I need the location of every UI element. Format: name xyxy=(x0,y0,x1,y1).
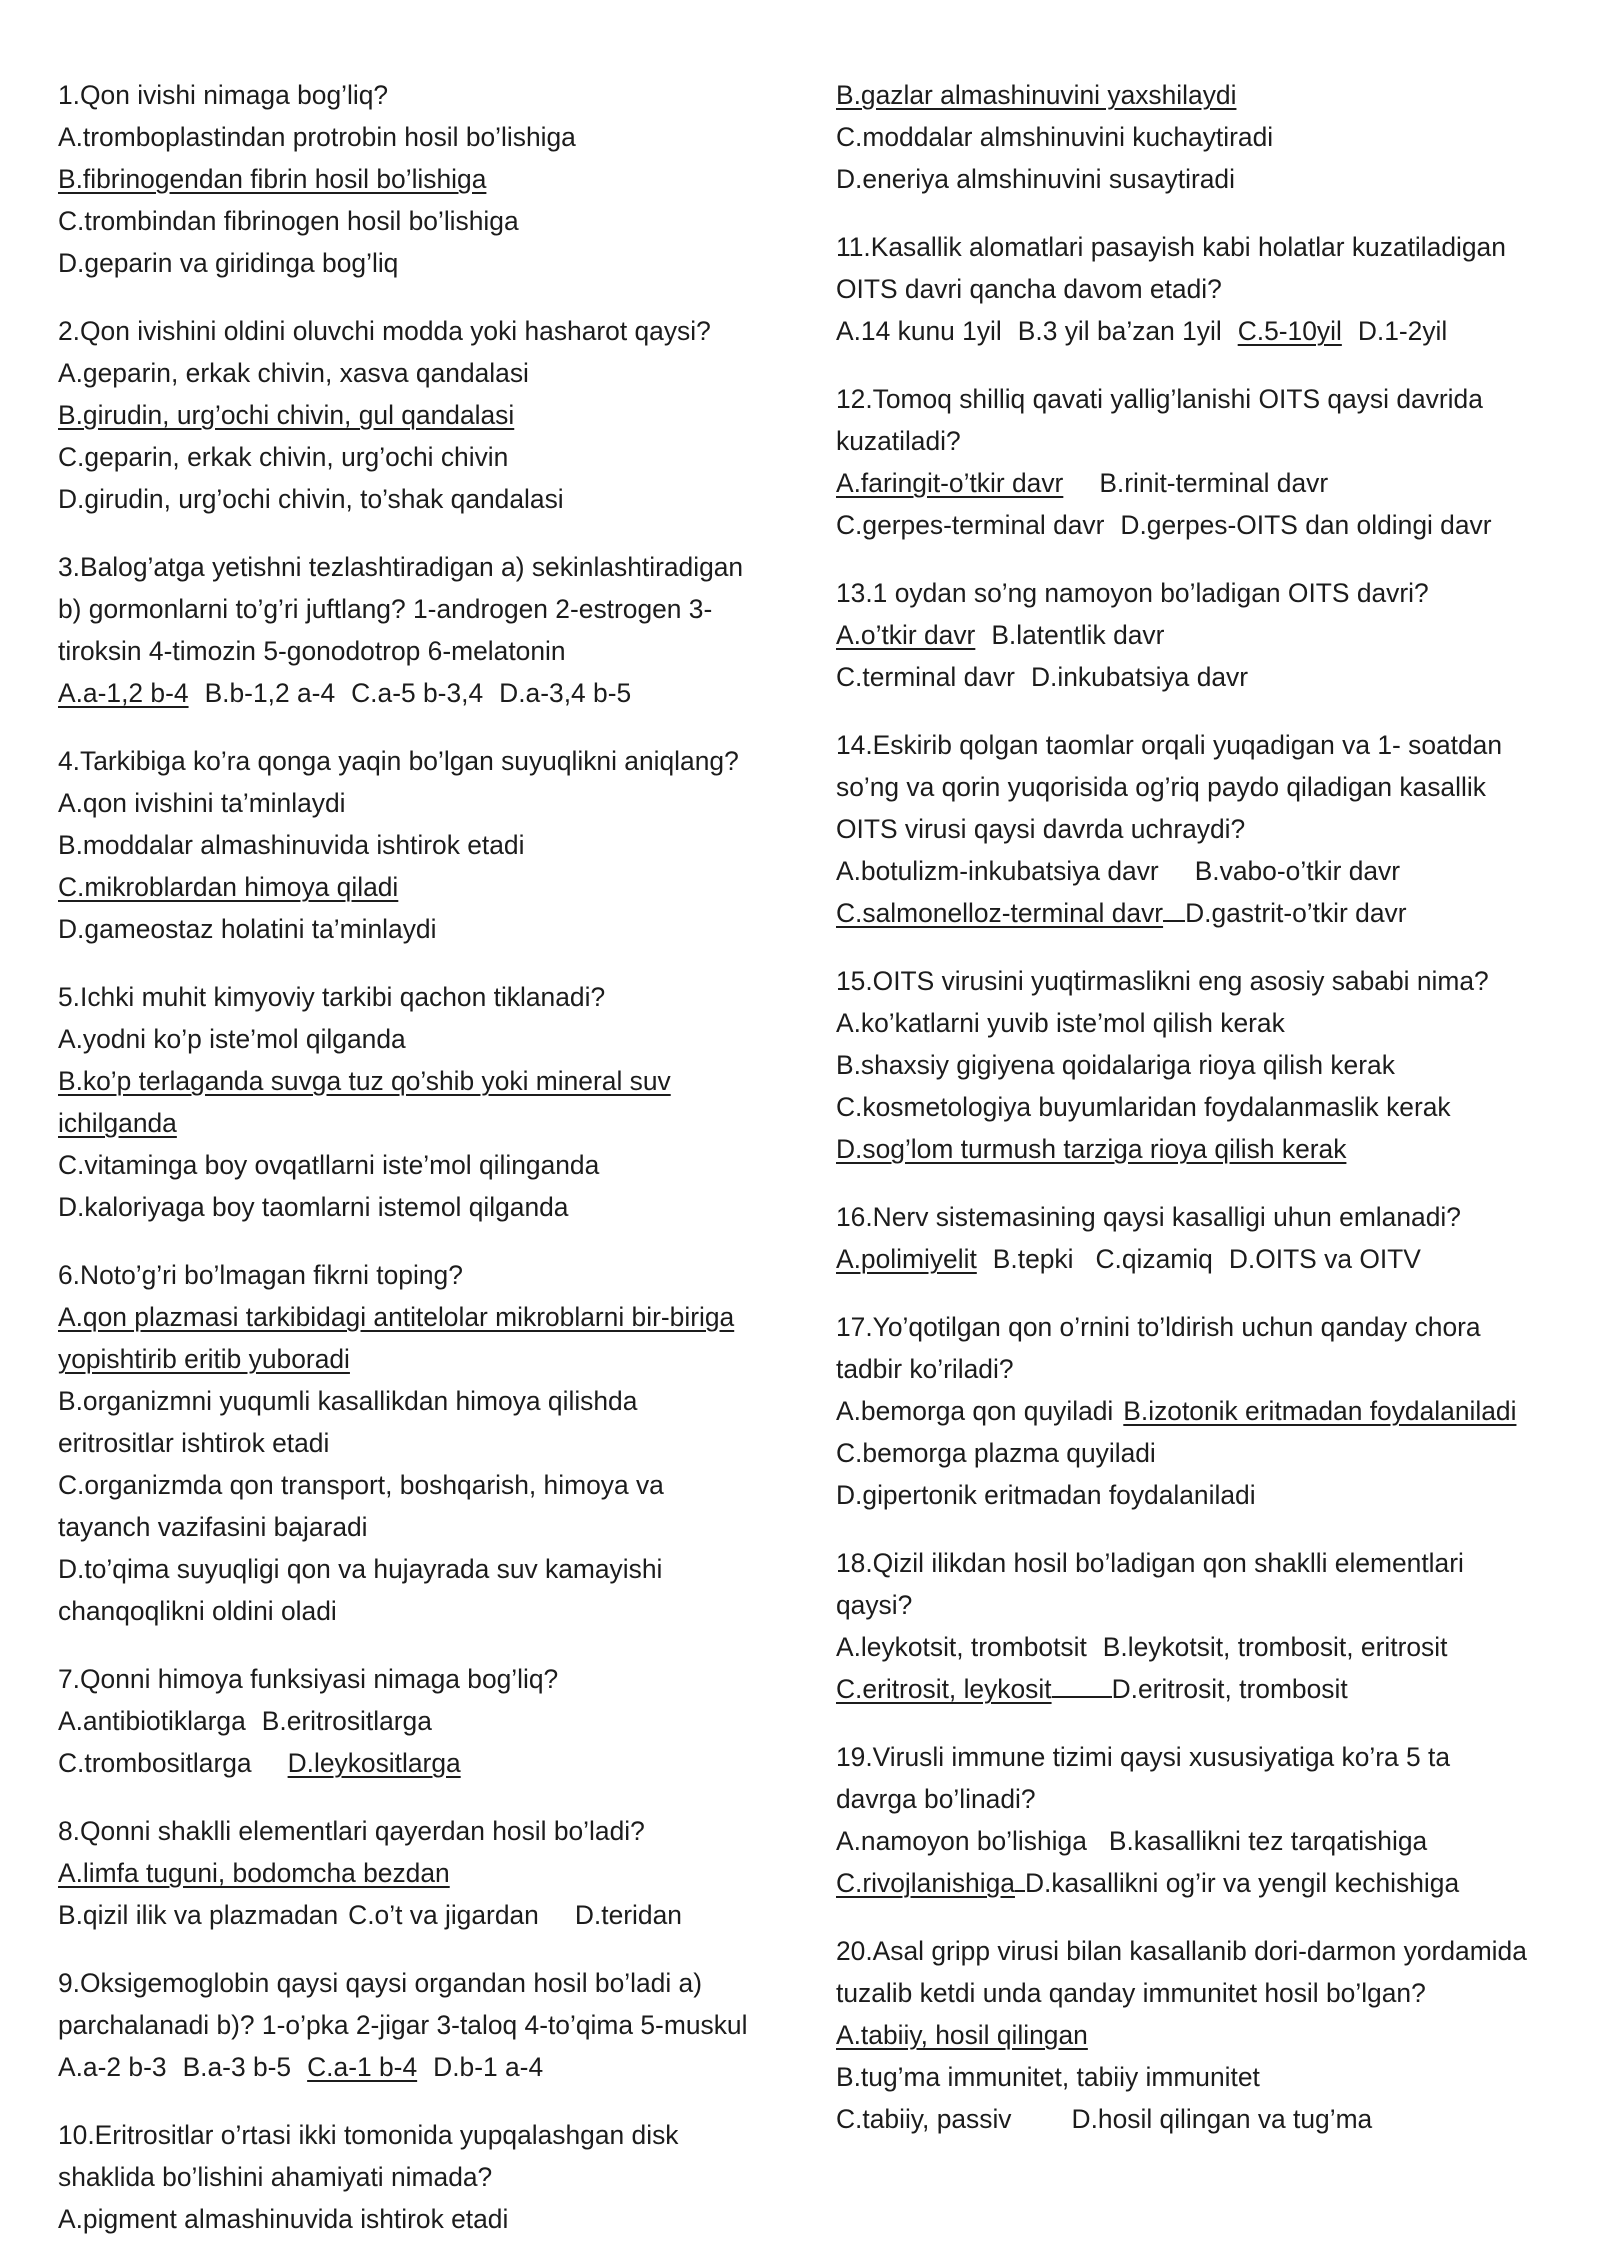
option-b: B.3 yil ba’zan 1yil xyxy=(1017,316,1222,346)
option-c-correct: C.eritrosit, leykosit xyxy=(836,1674,1052,1704)
option-d: D.hosil qilingan va tug’ma xyxy=(1071,2104,1373,2134)
right-column xyxy=(836,74,1566,2166)
question-10 xyxy=(58,2114,793,2240)
option-a: A.botulizm-inkubatsiya davr xyxy=(836,856,1159,886)
question-12 xyxy=(836,378,1566,546)
question-text: 15.OITS virusini yuqtirmaslikni eng asosiy sababi nima? xyxy=(836,966,1489,996)
question-text-line-2: shaklida bo’lishini ahamiyati nimada? xyxy=(58,2162,493,2192)
option-d: D.1-2yil xyxy=(1357,316,1448,346)
question-text: 13.1 oydan so’ng namoyon bo’ladigan OITS davri? xyxy=(836,578,1429,608)
question-text-line-2: OITS davri qancha davom etadi? xyxy=(836,274,1222,304)
question-text: 5.Ichki muhit kimyoviy tarkibi qachon tiklanadi? xyxy=(58,982,606,1012)
option-d: D.kasallikni og’ir va yengil kechishiga xyxy=(1024,1868,1460,1898)
option-d-correct: D.sog’lom turmush tarziga rioya qilish kerak xyxy=(836,1134,1347,1164)
option-b: B.tug’ma immunitet, tabiiy immunitet xyxy=(836,2062,1260,2092)
question-text-line-3: OITS virusi qaysi davrda uchraydi? xyxy=(836,814,1246,844)
option-a: A.14 kunu 1yil xyxy=(836,316,1002,346)
option-a: A.ko’katlarni yuvib iste’mol qilish kerak xyxy=(836,1008,1285,1038)
question-11 xyxy=(836,226,1566,352)
question-text-line-1: 18.Qizil ilikdan hosil bo’ladigan qon shaklli elementlari xyxy=(836,1548,1464,1578)
option-b: B.shaxsiy gigiyena qoidalariga rioya qilish kerak xyxy=(836,1050,1395,1080)
question-text-line-1: 19.Virusli immune tizimi qaysi xususiyatiga ko’ra 5 ta xyxy=(836,1742,1451,1772)
question-text-line-1: 10.Eritrositlar o’rtasi ikki tomonida yupqalashgan disk xyxy=(58,2120,679,2150)
option-b: B.b-1,2 a-4 xyxy=(204,678,336,708)
option-d: D.eneriya almshinuvini susaytiradi xyxy=(836,164,1235,194)
option-a: A.namoyon bo’lishiga xyxy=(836,1826,1087,1856)
option-c-correct: C.a-1 b-4 xyxy=(307,2052,418,2082)
option-b: B.qizil ilik va plazmadan xyxy=(58,1900,339,1930)
option-c: C.kosmetologiya buyumlaridan foydalanmaslik kerak xyxy=(836,1092,1451,1122)
option-b-correct: B.gazlar almashinuvini yaxshilaydi xyxy=(836,80,1237,110)
option-b: B.kasallikni tez tarqatishiga xyxy=(1108,1826,1428,1856)
option-d: D.gameostaz holatini ta’minlaydi xyxy=(58,914,437,944)
option-b-correct: B.izotonik eritmadan foydalaniladi xyxy=(1123,1396,1517,1426)
question-text: 7.Qonni himoya funksiyasi nimaga bog’liq? xyxy=(58,1664,559,1694)
question-17 xyxy=(836,1306,1566,1516)
option-a: A.yodni ko’p iste’mol qilganda xyxy=(58,1024,406,1054)
question-7 xyxy=(58,1658,793,1784)
option-b-correct-line-2: ichilganda xyxy=(58,1108,177,1138)
question-text: 16.Nerv sistemasining qaysi kasalligi uhun emlanadi? xyxy=(836,1202,1461,1232)
option-a: A.qon ivishini ta’minlaydi xyxy=(58,788,346,818)
option-a: A.a-2 b-3 xyxy=(58,2052,167,2082)
question-2 xyxy=(58,310,793,520)
question-18 xyxy=(836,1542,1566,1710)
option-c: C.vitaminga boy ovqatllarni iste’mol qilinganda xyxy=(58,1150,600,1180)
question-text-line-2: so’ng va qorin yuqorisida og’riq paydo qiladigan kasallik xyxy=(836,772,1486,802)
question-text-line-1: 12.Tomoq shilliq qavati yallig’lanishi OITS qaysi davrida xyxy=(836,384,1483,414)
question-16 xyxy=(836,1196,1566,1280)
option-d: D.gerpes-OITS dan oldingi davr xyxy=(1120,510,1492,540)
option-c: C.bemorga plazma quyiladi xyxy=(836,1438,1156,1468)
question-text: 8.Qonni shaklli elementlari qayerdan hosil bo’ladi? xyxy=(58,1816,645,1846)
question-text-line-2: tuzalib ketdi unda qanday immunitet hosil bo’lgan? xyxy=(836,1978,1426,2008)
option-c: C.trombositlarga xyxy=(58,1748,252,1778)
option-c: C.gerpes-terminal davr xyxy=(836,510,1105,540)
question-text-line-1: 11.Kasallik alomatlari pasayish kabi holatlar kuzatiladigan xyxy=(836,232,1506,262)
option-d-correct: D.leykositlarga xyxy=(287,1748,461,1778)
left-column xyxy=(58,74,793,2266)
option-d: D.girudin, urg’ochi chivin, to’shak qandalasi xyxy=(58,484,564,514)
question-text: 6.Noto’g’ri bo’lmagan fikrni toping? xyxy=(58,1260,463,1290)
option-b: B.vabo-o’tkir davr xyxy=(1194,856,1401,886)
option-d: D.gastrit-o’tkir davr xyxy=(1185,898,1407,928)
option-d: D.inkubatsiya davr xyxy=(1030,662,1249,692)
option-a-correct: A.limfa tuguni, bodomcha bezdan xyxy=(58,1858,450,1888)
option-c-correct: C.salmonelloz-terminal davr xyxy=(836,898,1164,928)
option-a-correct: A.a-1,2 b-4 xyxy=(58,678,189,708)
option-c: C.trombindan fibrinogen hosil bo’lishiga xyxy=(58,206,519,236)
option-c-correct: C.mikroblardan himoya qiladi xyxy=(58,872,399,902)
option-b-line-2: eritrositlar ishtirok etadi xyxy=(58,1428,330,1458)
option-b-correct: B.fibrinogendan fibrin hosil bo’lishiga xyxy=(58,164,487,194)
question-10-continued xyxy=(836,74,1566,200)
option-a-correct: A.faringit-o’tkir davr xyxy=(836,468,1064,498)
option-d: D.gipertonik eritmadan foydalaniladi xyxy=(836,1480,1256,1510)
question-5 xyxy=(58,976,793,1228)
question-4 xyxy=(58,740,793,950)
question-text-line-1: 14.Eskirib qolgan taomlar orqali yuqadigan va 1- soatdan xyxy=(836,730,1503,760)
option-b: B.rinit-terminal davr xyxy=(1099,468,1329,498)
question-15 xyxy=(836,960,1566,1170)
option-c: C.qizamiq xyxy=(1095,1244,1213,1274)
option-b-correct: B.girudin, urg’ochi chivin, gul qandalasi xyxy=(58,400,515,430)
answer-underline-pad xyxy=(1015,1864,1025,1892)
question-3 xyxy=(58,546,793,714)
option-a-correct: A.polimiyelit xyxy=(836,1244,977,1274)
question-text-line-2: b) gormonlarni to’g’ri juftlang? 1-androgen 2-estrogen 3- xyxy=(58,594,713,624)
question-text-line-2: davrga bo’linadi? xyxy=(836,1784,1036,1814)
question-1 xyxy=(58,74,793,284)
option-d-line-1: D.to’qima suyuqligi qon va hujayrada suv kamayishi xyxy=(58,1554,663,1584)
option-c: C.terminal davr xyxy=(836,662,1015,692)
question-text-line-1: 17.Yo’qotilgan qon o’rnini to’ldirish uchun qanday chora xyxy=(836,1312,1481,1342)
question-text-line-1: 20.Asal gripp virusi bilan kasallanib dori-darmon yordamida xyxy=(836,1936,1527,1966)
option-b: B.moddalar almashinuvida ishtirok etadi xyxy=(58,830,525,860)
question-text-line-2: tadbir ko’riladi? xyxy=(836,1354,1014,1384)
option-b: B.leykotsit, trombosit, eritrosit xyxy=(1102,1632,1448,1662)
question-9 xyxy=(58,1962,793,2088)
question-text-line-1: 9.Oksigemoglobin qaysi qaysi organdan hosil bo’ladi a) xyxy=(58,1968,703,1998)
option-b: B.latentlik davr xyxy=(991,620,1165,650)
option-d: D.a-3,4 b-5 xyxy=(499,678,632,708)
option-c: C.a-5 b-3,4 xyxy=(351,678,484,708)
option-b: B.eritrositlarga xyxy=(261,1706,432,1736)
option-c-correct: C.5-10yil xyxy=(1237,316,1342,346)
question-text-line-2: kuzatiladi? xyxy=(836,426,961,456)
question-8 xyxy=(58,1810,793,1936)
option-a: A.leykotsit, trombotsit xyxy=(836,1632,1087,1662)
option-a-correct-line-1: A.qon plazmasi tarkibidagi antitelolar mikroblarni bir-biriga xyxy=(58,1302,735,1332)
option-d: D.OITS va OITV xyxy=(1228,1244,1421,1274)
option-b: B.a-3 b-5 xyxy=(182,2052,292,2082)
option-a: A.antibiotiklarga xyxy=(58,1706,246,1736)
question-19 xyxy=(836,1736,1566,1904)
option-c-line-2: tayanch vazifasini bajaradi xyxy=(58,1512,368,1542)
question-text: 2.Qon ivishini oldini oluvchi modda yoki hasharot qaysi? xyxy=(58,316,711,346)
option-a-correct: A.tabiiy, hosil qilingan xyxy=(836,2020,1088,2050)
option-c: C.tabiiy, passiv xyxy=(836,2104,1012,2134)
option-c: C.geparin, erkak chivin, urg’ochi chivin xyxy=(58,442,509,472)
option-a-correct: A.o’tkir davr xyxy=(836,620,976,650)
option-b-correct-line-1: B.ko’p terlaganda suvga tuz qo’shib yoki mineral suv xyxy=(58,1066,671,1096)
question-text: 1.Qon ivishi nimaga bog’liq? xyxy=(58,80,389,110)
option-a: A.pigment almashinuvida ishtirok etadi xyxy=(58,2204,509,2234)
option-c-line-1: C.organizmda qon transport, boshqarish, himoya va xyxy=(58,1470,664,1500)
option-c: C.o’t va jigardan xyxy=(348,1900,539,1930)
question-text-line-2: parchalanadi b)? 1-o’pka 2-jigar 3-taloq 4-to’qima 5-muskul xyxy=(58,2010,748,2040)
option-d: D.b-1 a-4 xyxy=(433,2052,544,2082)
option-d-line-2: chanqoqlikni oldini oladi xyxy=(58,1596,337,1626)
question-6 xyxy=(58,1254,793,1632)
option-d: D.teridan xyxy=(574,1900,682,1930)
answer-underline-pad xyxy=(1052,1670,1112,1698)
answer-underline-pad xyxy=(1163,894,1185,922)
option-b-line-1: B.organizmni yuqumli kasallikdan himoya qilishda xyxy=(58,1386,638,1416)
option-c: C.moddalar almshinuvini kuchaytiradi xyxy=(836,122,1274,152)
option-a: A.tromboplastindan protrobin hosil bo’lishiga xyxy=(58,122,576,152)
option-a: A.geparin, erkak chivin, xasva qandalasi xyxy=(58,358,529,388)
option-d: D.kaloriyaga boy taomlarni istemol qilganda xyxy=(58,1192,569,1222)
question-20 xyxy=(836,1930,1566,2140)
option-a-correct-line-2: yopishtirib eritib yuboradi xyxy=(58,1344,350,1374)
option-b: B.tepki xyxy=(992,1244,1074,1274)
option-a: A.bemorga qon quyiladi xyxy=(836,1396,1114,1426)
question-text-line-2: qaysi? xyxy=(836,1590,913,1620)
question-text-line-1: 3.Balog’atga yetishni tezlashtiradigan a) sekinlashtiradigan xyxy=(58,552,744,582)
question-text: 4.Tarkibiga ko’ra qonga yaqin bo’lgan suyuqlikni aniqlang? xyxy=(58,746,739,776)
question-13 xyxy=(836,572,1566,698)
question-text-line-3: tiroksin 4-timozin 5-gonodotrop 6-melatonin xyxy=(58,636,566,666)
option-d: D.geparin va giridinga bog’liq xyxy=(58,248,399,278)
question-14 xyxy=(836,724,1566,934)
option-c-correct: C.rivojlanishiga xyxy=(836,1868,1015,1898)
option-d: D.eritrosit, trombosit xyxy=(1111,1674,1348,1704)
